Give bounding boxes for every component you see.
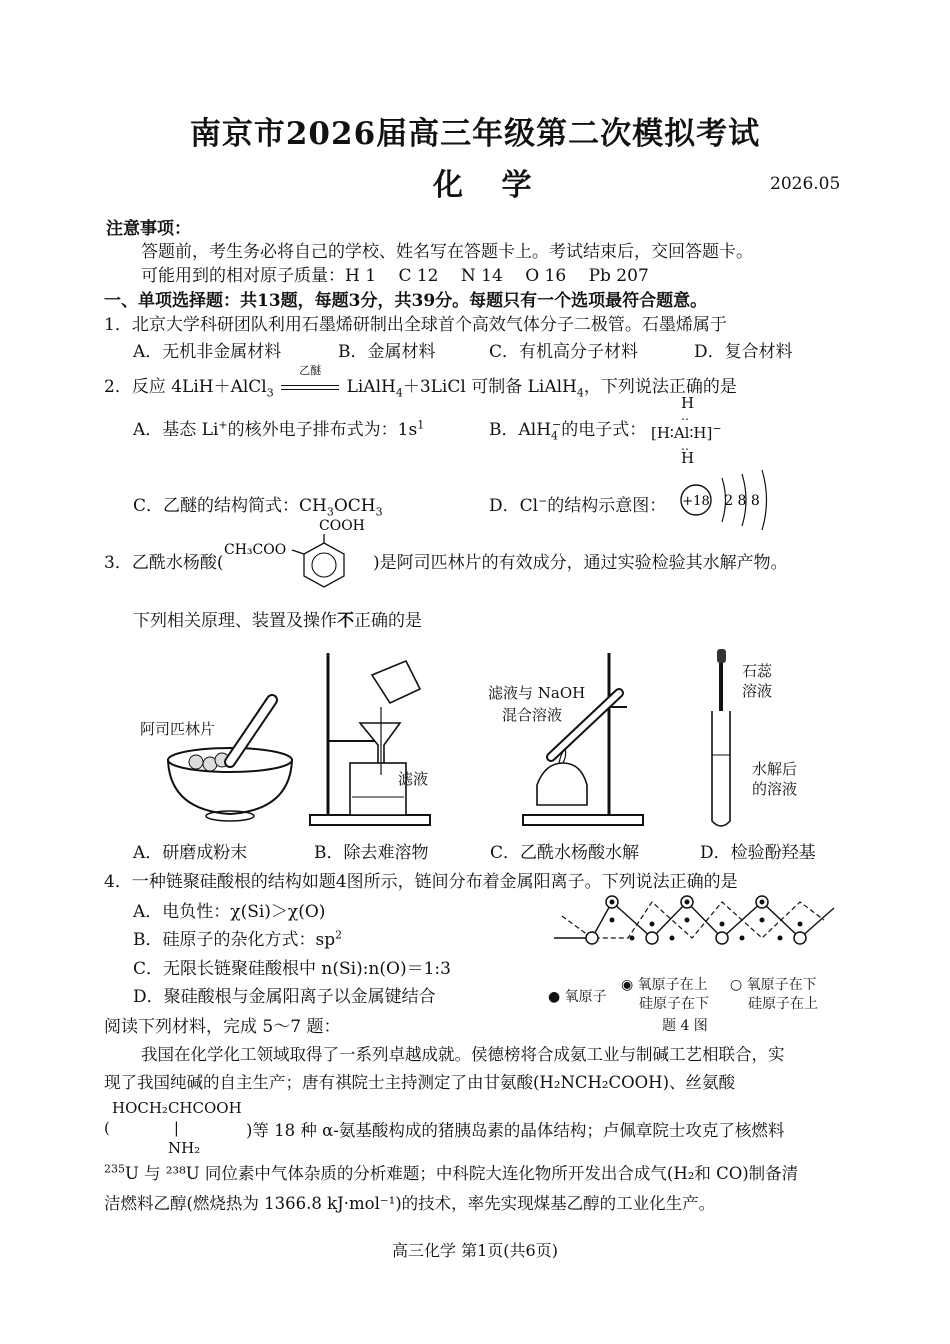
page-footer: 高三化学 第1页(共6页) bbox=[392, 1241, 558, 1260]
q2-d-post: 的结构示意图： bbox=[547, 496, 667, 516]
q2-option-d: D．Cl−的结构示意图： bbox=[489, 494, 667, 516]
legend3b: 硅原子在上 bbox=[748, 996, 818, 1012]
shell-electrons: 2 8 8 bbox=[724, 493, 760, 509]
label-hydrolyzed: 水解后 bbox=[752, 760, 798, 778]
aspirin-acid-group: COOH bbox=[319, 518, 365, 534]
legend3a: 氧原子在下 bbox=[746, 977, 817, 993]
u235-mass-number: 235 bbox=[104, 1162, 125, 1176]
q4-option-d: D．聚硅酸根与金属阳离子以金属键结合 bbox=[133, 987, 436, 1007]
q2-option-a: A．基态 Li+的核外电子排布式为：$1s^1$ bbox=[133, 418, 425, 440]
nucleus-label: +18 bbox=[682, 494, 710, 509]
notes-line1: 答题前，考生务必将自己的学校、姓名写在答题卡上。考试结束后，交回答题卡。 bbox=[141, 242, 753, 262]
q2-a-pre: A．基态 Li bbox=[133, 420, 219, 440]
legend-oxygen: ● 氧原子 bbox=[548, 989, 607, 1005]
label-hydrolyzed-solution: 的溶液 bbox=[752, 780, 798, 798]
chloride-structure-diagram bbox=[676, 466, 786, 530]
dot-h-bottom: H bbox=[681, 449, 695, 467]
q2-b-pre: B．AlH bbox=[489, 420, 552, 440]
hydrolysis-heating-figure bbox=[515, 645, 655, 830]
q3-sub-emph: 不 bbox=[337, 611, 354, 631]
q4-option-a: A．电负性：χ(Si)＞χ(O) bbox=[133, 902, 326, 922]
q2-option-b: B．AlH$_4$−的电子式： bbox=[489, 418, 647, 443]
aspirin-structure bbox=[224, 514, 374, 590]
serine-bottom: NH₂ bbox=[168, 1139, 201, 1157]
q3-sub-post: 正确的是 bbox=[354, 611, 422, 631]
legend-o-up-si-down: ◉ 氧原子在上 硅原子在下 bbox=[621, 977, 709, 1012]
q2-stem-pre: 2．反应 4LiH＋AlCl bbox=[104, 377, 267, 397]
label-aspirin-tablet: 阿司匹林片 bbox=[140, 720, 216, 738]
dot-h-top: H bbox=[681, 394, 695, 412]
passage-line3: )等 18 种 α-氨基酸构成的猪胰岛素的晶体结构；卢佩章院士攻克了核燃料 bbox=[246, 1121, 785, 1140]
q2-stem-post: ＋3LiCl 可制备 LiAlH bbox=[402, 377, 577, 397]
passage-line2: 现了我国纯碱的自主生产；唐有祺院士主持测定了由甘氨酸(H₂NCH₂COOH)、丝氨酸 bbox=[104, 1073, 736, 1092]
q3-option-b: B．除去难溶物 bbox=[314, 843, 429, 863]
q2-a-post: 的核外电子排布式为：1s bbox=[227, 420, 418, 440]
q2-option-c: C．乙醚的结构简式：$CH_3OCH_3$ bbox=[133, 496, 383, 519]
label-litmus: 石蕊 bbox=[742, 662, 773, 680]
q4-stem: 4．一种链聚硅酸根的结构如题4图所示，链间分布着金属阳离子。下列说法正确的是 bbox=[104, 872, 738, 892]
dot-main: [H∶Al∶H] bbox=[651, 424, 713, 442]
q4-option-c: C．无限长链聚硅酸根中 n(Si):n(O)＝1:3 bbox=[133, 959, 451, 979]
passage-line1: 我国在化学化工领域取得了一系列卓越成就。侯德榜将合成氨工业与制碱工艺相联合，实 bbox=[141, 1045, 785, 1064]
label-litmus-solution: 溶液 bbox=[742, 682, 773, 700]
q2-reaction-arrow bbox=[279, 364, 341, 397]
q4-b-pre: B．硅原子的杂化方式：sp bbox=[133, 930, 336, 950]
legend2b: 硅原子在下 bbox=[639, 996, 709, 1012]
notes-heading: 注意事项： bbox=[106, 219, 191, 239]
q2-stem-mid: LiAlH bbox=[346, 377, 396, 397]
q1-option-c: C．有机高分子材料 bbox=[489, 342, 639, 362]
q3-option-d: D．检验酚羟基 bbox=[700, 843, 816, 863]
passage-line4 bbox=[104, 1160, 798, 1184]
test-tube-figure bbox=[700, 645, 750, 835]
q3-sub-pre: 下列相关原理、装置及操作 bbox=[133, 611, 337, 631]
q3-option-a: A．研磨成粉末 bbox=[133, 843, 248, 863]
subject-title: 化 学 bbox=[433, 168, 546, 203]
aspirin-ester-group: CH₃COO bbox=[224, 542, 287, 558]
section1-heading: 一、单项选择题：共13题，每题3分，共39分。每题只有一个选项最符合题意。 bbox=[104, 291, 708, 311]
q3-stem-post: )是阿司匹林片的有效成分，通过实验检验其水解产物。 bbox=[373, 553, 788, 573]
passage-line5: 洁燃料乙醇(燃烧热为 1366.8 kJ·mol⁻¹)的技术，率先实现煤基乙醇的工业化生产。 bbox=[104, 1194, 716, 1213]
q3-stem-pre: 3．乙酰水杨酸( bbox=[104, 553, 224, 573]
q2-stem-end: ，下列说法正确的是 bbox=[583, 377, 737, 397]
passage-intro: 阅读下列材料，完成 5～7 题： bbox=[104, 1017, 341, 1037]
notes-line2: 可能用到的相对原子质量：H 1 C 12 N 14 O 16 Pb 207 bbox=[141, 266, 649, 286]
q3-sub-stem bbox=[133, 606, 422, 631]
q1-stem: 1．北京大学科研团队利用石墨烯研制出全球首个高效气体分子二极管。石墨烯属于 bbox=[104, 315, 727, 335]
serine-structure: HOCH₂CHCOOH ( | NH₂ bbox=[104, 1099, 242, 1157]
serine-top: HOCH₂CHCOOH bbox=[112, 1099, 242, 1117]
q2-electron-dot-formula: H ‥ [H∶Al∶H]− ‥ H bbox=[651, 394, 722, 467]
figure4-caption: 题 4 图 bbox=[662, 1018, 708, 1034]
label-mixed-solution: 混合溶液 bbox=[502, 706, 563, 724]
legend-oxygen-label: 氧原子 bbox=[564, 989, 607, 1005]
legend-o-down-si-up: ○ 氧原子在下 硅原子在上 bbox=[730, 977, 818, 1012]
exam-date: 2026.05 bbox=[770, 174, 841, 194]
passage-line4-text: U 与 ²³⁸U 同位素中气体杂质的分析难题；中科院大连化物所开发出合成气(H₂和 CO)制备清 bbox=[125, 1164, 799, 1183]
q2-b-post: 的电子式： bbox=[561, 420, 647, 440]
exam-title: 南京市2026届高三年级第二次模拟考试 bbox=[189, 116, 761, 152]
q2-arrow-condition: 乙醚 bbox=[299, 364, 322, 377]
filtration-figure bbox=[300, 645, 450, 830]
mortar-pestle-figure bbox=[160, 690, 300, 830]
q1-option-d: D．复合材料 bbox=[694, 342, 793, 362]
q1-option-a: A．无机非金属材料 bbox=[133, 342, 282, 362]
legend2a: 氧原子在上 bbox=[637, 977, 708, 993]
q1-option-b: B．金属材料 bbox=[338, 342, 436, 362]
q2-c-mid: OCH bbox=[333, 496, 376, 516]
label-filtrate: 滤液 bbox=[398, 770, 429, 788]
q2-c-pre: C．乙醚的结构简式：CH bbox=[133, 496, 327, 516]
q2-d-pre: D．Cl bbox=[489, 496, 539, 516]
q4-option-b: B．硅原子的杂化方式：$sp^2$ bbox=[133, 928, 343, 950]
q2-stem: 2．反应 4LiH＋AlCl$_3$ 乙醚 LiAlH$_4$＋3LiCl 可制备 LiAlH$_4$，下列说法正确的是 bbox=[104, 364, 737, 400]
label-filtrate-naoh: 滤液与 NaOH bbox=[488, 684, 586, 702]
q3-option-c: C．乙酰水杨酸水解 bbox=[490, 843, 640, 863]
silicate-chain-figure bbox=[552, 884, 837, 974]
